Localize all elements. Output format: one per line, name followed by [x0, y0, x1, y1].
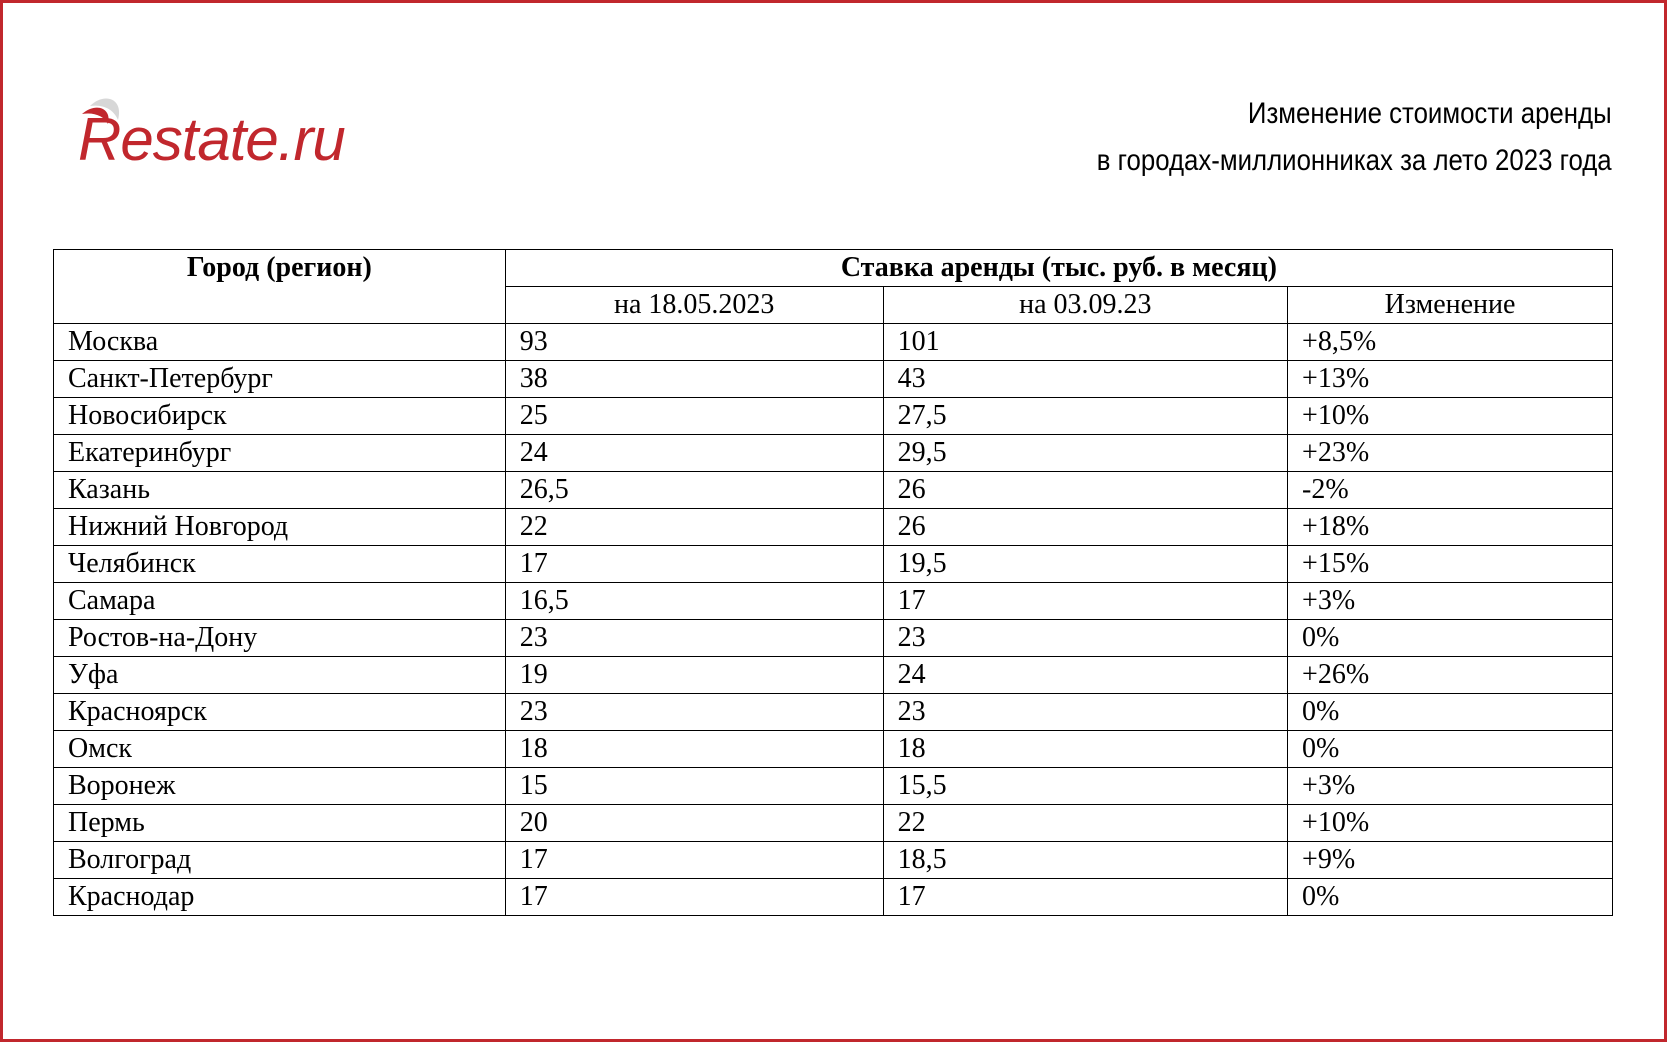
table-row: [54, 583, 1613, 620]
cell-rate-sep: 27,5: [883, 398, 1287, 435]
cell-rate-sep: 18: [883, 731, 1287, 768]
cell-rate-may: 93: [505, 324, 883, 361]
table-row: [54, 805, 1613, 842]
page-title: [1097, 90, 1612, 184]
title-line-1: Изменение стоимости аренды: [1248, 97, 1612, 130]
cell-rate-may: 17: [505, 879, 883, 916]
cell-change: 0%: [1288, 694, 1613, 731]
table-body: [54, 324, 1613, 916]
cell-city: Нижний Новгород: [54, 509, 506, 546]
cell-change: +23%: [1288, 435, 1613, 472]
cell-rate-sep: 22: [883, 805, 1287, 842]
cell-rate-may: 15: [505, 768, 883, 805]
table-row: [54, 472, 1613, 509]
cell-rate-may: 17: [505, 842, 883, 879]
header-city: Город (регион): [54, 250, 506, 324]
cell-city: Челябинск: [54, 546, 506, 583]
cell-change: 0%: [1288, 731, 1613, 768]
table-row: [54, 879, 1613, 916]
cell-rate-may: 19: [505, 657, 883, 694]
cell-change: +8,5%: [1288, 324, 1613, 361]
cell-rate-may: 18: [505, 731, 883, 768]
table-row: [54, 546, 1613, 583]
cell-change: +10%: [1288, 805, 1613, 842]
cell-change: +3%: [1288, 768, 1613, 805]
table-row: [54, 509, 1613, 546]
cell-rate-sep: 43: [883, 361, 1287, 398]
cell-rate-may: 26,5: [505, 472, 883, 509]
cell-change: 0%: [1288, 620, 1613, 657]
cell-rate-sep: 17: [883, 879, 1287, 916]
cell-city: Екатеринбург: [54, 435, 506, 472]
table-row: [54, 324, 1613, 361]
cell-change: +9%: [1288, 842, 1613, 879]
cell-rate-sep: 19,5: [883, 546, 1287, 583]
cell-city: Ростов-на-Дону: [54, 620, 506, 657]
header-rate: Ставка аренды (тыс. руб. в месяц): [505, 250, 1612, 287]
cell-city: Воронеж: [54, 768, 506, 805]
table-row: [54, 361, 1613, 398]
cell-rate-may: 23: [505, 694, 883, 731]
rent-rates-table: [53, 249, 1613, 916]
cell-change: +13%: [1288, 361, 1613, 398]
title-line-2: в городах-миллионниках за лето 2023 года: [1097, 144, 1612, 177]
table-row: [54, 398, 1613, 435]
cell-rate-may: 17: [505, 546, 883, 583]
cell-rate-sep: 29,5: [883, 435, 1287, 472]
cell-city: Омск: [54, 731, 506, 768]
cell-rate-sep: 18,5: [883, 842, 1287, 879]
cell-rate-may: 38: [505, 361, 883, 398]
cell-change: -2%: [1288, 472, 1613, 509]
subheader-date-2: на 03.09.23: [883, 287, 1287, 324]
table-row: [54, 694, 1613, 731]
subheader-change: Изменение: [1288, 287, 1613, 324]
subheader-date-1: на 18.05.2023: [505, 287, 883, 324]
cell-rate-may: 22: [505, 509, 883, 546]
cell-city: Красноярск: [54, 694, 506, 731]
cell-city: Новосибирск: [54, 398, 506, 435]
table-row: [54, 620, 1613, 657]
cell-city: Волгоград: [54, 842, 506, 879]
cell-rate-sep: 26: [883, 472, 1287, 509]
table-row: [54, 435, 1613, 472]
cell-city: Казань: [54, 472, 506, 509]
restate-logo: [52, 92, 352, 182]
cell-rate-may: 20: [505, 805, 883, 842]
logo-text: Restate.ru: [78, 106, 345, 173]
table-row: [54, 768, 1613, 805]
cell-city: Уфа: [54, 657, 506, 694]
cell-city: Самара: [54, 583, 506, 620]
cell-rate-may: 16,5: [505, 583, 883, 620]
cell-rate-sep: 23: [883, 620, 1287, 657]
cell-city: Санкт-Петербург: [54, 361, 506, 398]
cell-rate-may: 25: [505, 398, 883, 435]
cell-change: +18%: [1288, 509, 1613, 546]
cell-change: +26%: [1288, 657, 1613, 694]
table-row: [54, 657, 1613, 694]
table-row: [54, 842, 1613, 879]
cell-rate-sep: 26: [883, 509, 1287, 546]
cell-change: 0%: [1288, 879, 1613, 916]
cell-rate-sep: 15,5: [883, 768, 1287, 805]
cell-change: +10%: [1288, 398, 1613, 435]
cell-rate-sep: 24: [883, 657, 1287, 694]
cell-rate-may: 23: [505, 620, 883, 657]
table-row: [54, 731, 1613, 768]
cell-change: +15%: [1288, 546, 1613, 583]
cell-rate-sep: 23: [883, 694, 1287, 731]
cell-city: Краснодар: [54, 879, 506, 916]
cell-rate-may: 24: [505, 435, 883, 472]
cell-rate-sep: 17: [883, 583, 1287, 620]
cell-city: Пермь: [54, 805, 506, 842]
cell-rate-sep: 101: [883, 324, 1287, 361]
cell-city: Москва: [54, 324, 506, 361]
cell-change: +3%: [1288, 583, 1613, 620]
table-header-row: [54, 250, 1613, 287]
